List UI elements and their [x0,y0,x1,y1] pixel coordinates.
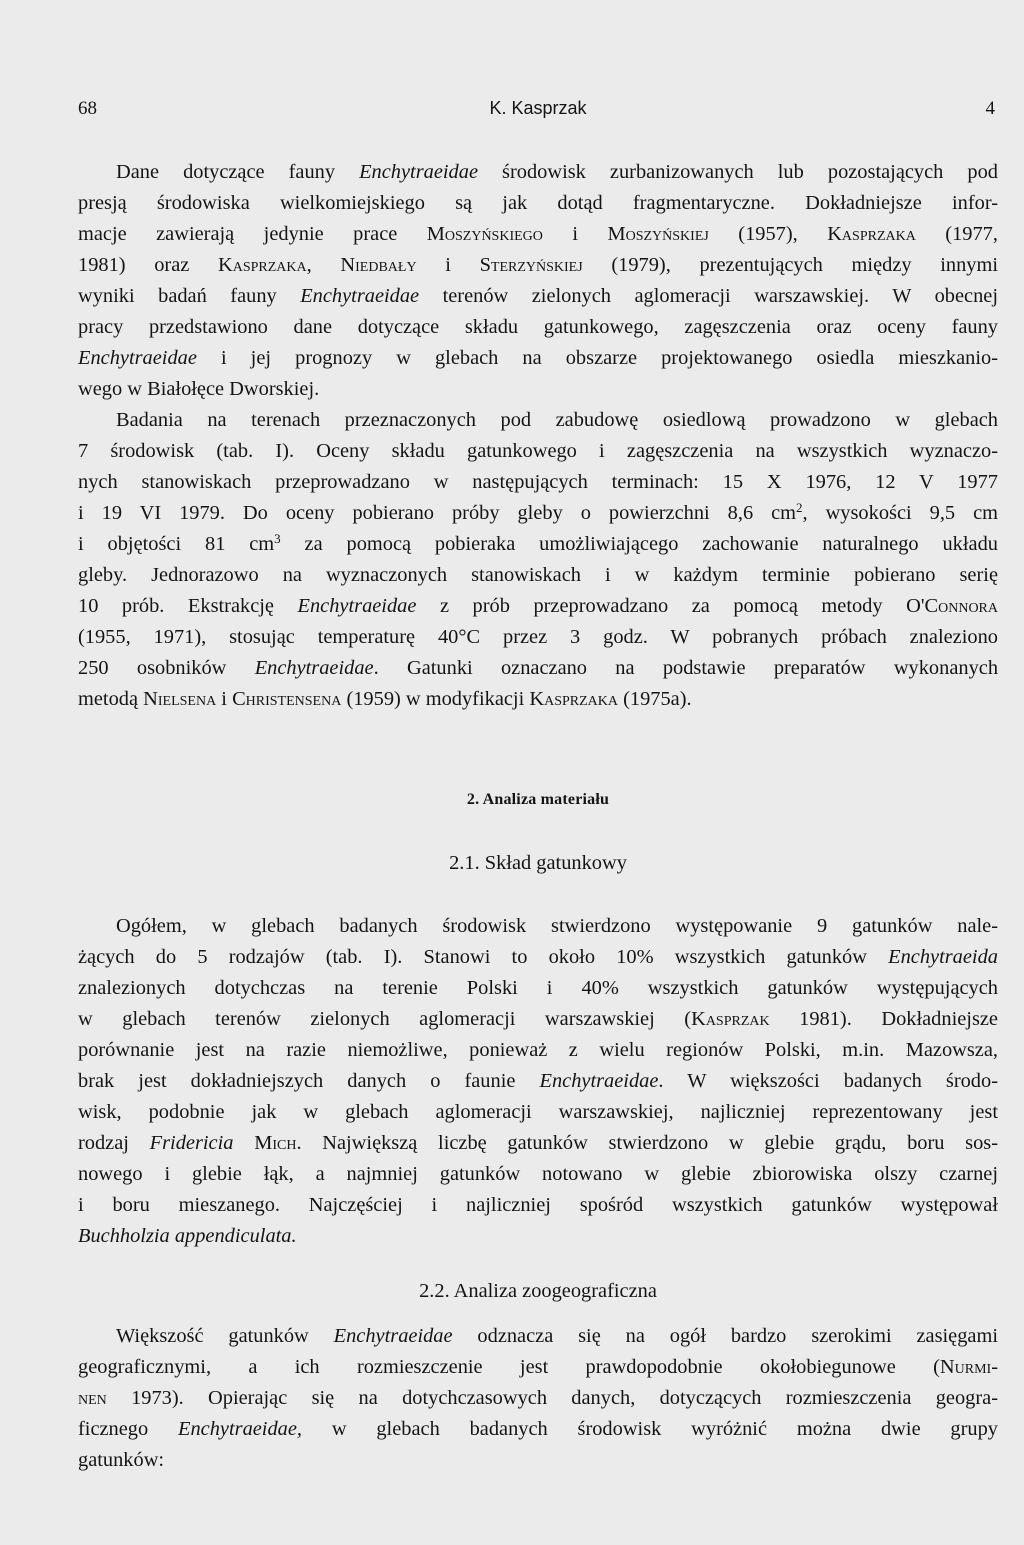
page-header [78,98,998,126]
text-line: 10 prób. Ekstrakcję Enchytraeidae z prób przeprowadzano za pomocą metody O'Connora [78,595,998,617]
text-line: porównanie jest na razie niemożliwe, ponieważ z wielu regionów Polski, m.in. Mazowsza, [78,1039,998,1061]
text-line: metodą Nielsena i Christensena (1959) w modyfikacji Kasprzaka (1975a). [78,688,692,710]
page-number-left: 68 [78,98,97,119]
text-line: macje zawierają jedynie prace Moszyńskiego i Moszyńskiej (1957), Kasprzaka (1977, [78,223,998,245]
text-line: (1955, 1971), stosując temperaturę 40°C przez 3 godz. W pobranych próbach znaleziono [78,626,998,648]
text-line: Dane dotyczące fauny Enchytraeidae środowisk zurbanizowanych lub pozostających pod [116,161,998,183]
text-line: Ogółem, w glebach badanych środowisk stwierdzono występowanie 9 gatunków nale- [116,915,998,937]
text-line: nowego i glebie łąk, a najmniej gatunków notowano w glebie zbiorowiska olszy czarnej [78,1163,998,1185]
text-line: nych stanowiskach przeprowadzano w następujących terminach: 15 X 1976, 12 V 1977 [78,471,998,493]
text-line: brak jest dokładniejszych danych o faunie Enchytraeidae. W większości badanych środo- [78,1070,998,1092]
text-line: nen 1973). Opierając się na dotychczasowych danych, dotyczących rozmieszczenia geogra- [78,1387,998,1409]
page-number-right: 4 [985,98,995,119]
text-line: i objętości 81 $cm^3$ za pomocą pobieraka umożliwiającego zachowanie naturalnego układu [78,531,998,555]
text-line: 7 środowisk (tab. I). Oceny składu gatunkowego i zagęszczenia na wszystkich wyznaczo- [78,440,998,462]
text-line: w glebach terenów zielonych aglomeracji warszawskiej (Kasprzak 1981). Dokładniejsze [78,1008,998,1030]
text-line: rodzaj Fridericia Mich. Największą liczbę gatunków stwierdzono w glebie grądu, boru sos- [78,1132,998,1154]
subsection-heading-2-2: 2.2. Analiza zoogeograficzna [419,1280,657,1302]
intro-paragraph [78,157,998,405]
text-line: gatunków: [78,1449,165,1471]
running-author: K. Kasprzak [489,98,587,118]
text-line: geograficznymi, a ich rozmieszczenie jest prawdopodobnie okołobiegunowe (Nurmi- [78,1356,998,1378]
text-line: gleby. Jednorazowo na wyznaczonych stanowiskach i w każdym terminie pobierano serię [78,564,998,586]
text-line: wisk, podobnie jak w glebach aglomeracji warszawskiej, najliczniej reprezentowany jest [78,1101,998,1123]
section-heading: 2. Analiza materiału [466,791,610,808]
text-line: znalezionych dotychczas na terenie Polski i 40% wszystkich gatunków występujących [78,977,998,999]
text-line: presją środowiska wielkomiejskiego są jak dotąd fragmentaryczne. Dokładniejsze infor- [78,192,998,214]
text-line: Enchytraeidae i jej prognozy w glebach na obszarze projektowanego osiedla mieszkanio- [78,347,998,369]
methods-paragraph [78,405,998,715]
text-line: Badania na terenach przeznaczonych pod zabudowę osiedlową prowadzono w glebach [116,409,998,431]
composition-paragraph [78,911,998,1252]
text-line: 250 osobników Enchytraeidae. Gatunki oznaczano na podstawie preparatów wykonanych [78,657,999,679]
zoogeography-paragraph [78,1321,998,1476]
text-line: wego w Białołęce Dworskiej. [78,378,320,400]
text-line: i 19 VI 1979. Do oceny pobierano próby gleby o powierzchni 8,6 $cm^2$, wysokości 9,5 cm [78,500,998,524]
text-line: 1981) oraz Kasprzaka, Niedbały i Sterzyńskiej (1979), prezentujących między innymi [78,254,999,276]
text-line: ficznego Enchytraeidae, w glebach badanych środowisk wyróżnić można dwie grupy [78,1418,999,1440]
subsection-heading-2-1: 2.1. Skład gatunkowy [449,852,627,874]
text-line: Buchholzia appendiculata. [78,1225,297,1247]
text-line: żących do 5 rodzajów (tab. I). Stanowi to około 10% wszystkich gatunków Enchytraeida [78,946,998,968]
text-line: wyniki badań fauny Enchytraeidae terenów zielonych aglomeracji warszawskiej. W obecnej [78,285,998,307]
text-line: i boru mieszanego. Najczęściej i najliczniej spośród wszystkich gatunków występował [78,1194,998,1216]
text-line: Większość gatunków Enchytraeidae odznacza się na ogół bardzo szerokimi zasięgami [116,1325,998,1347]
text-line: pracy przedstawiono dane dotyczące składu gatunkowego, zagęszczenia oraz oceny fauny [78,316,998,338]
